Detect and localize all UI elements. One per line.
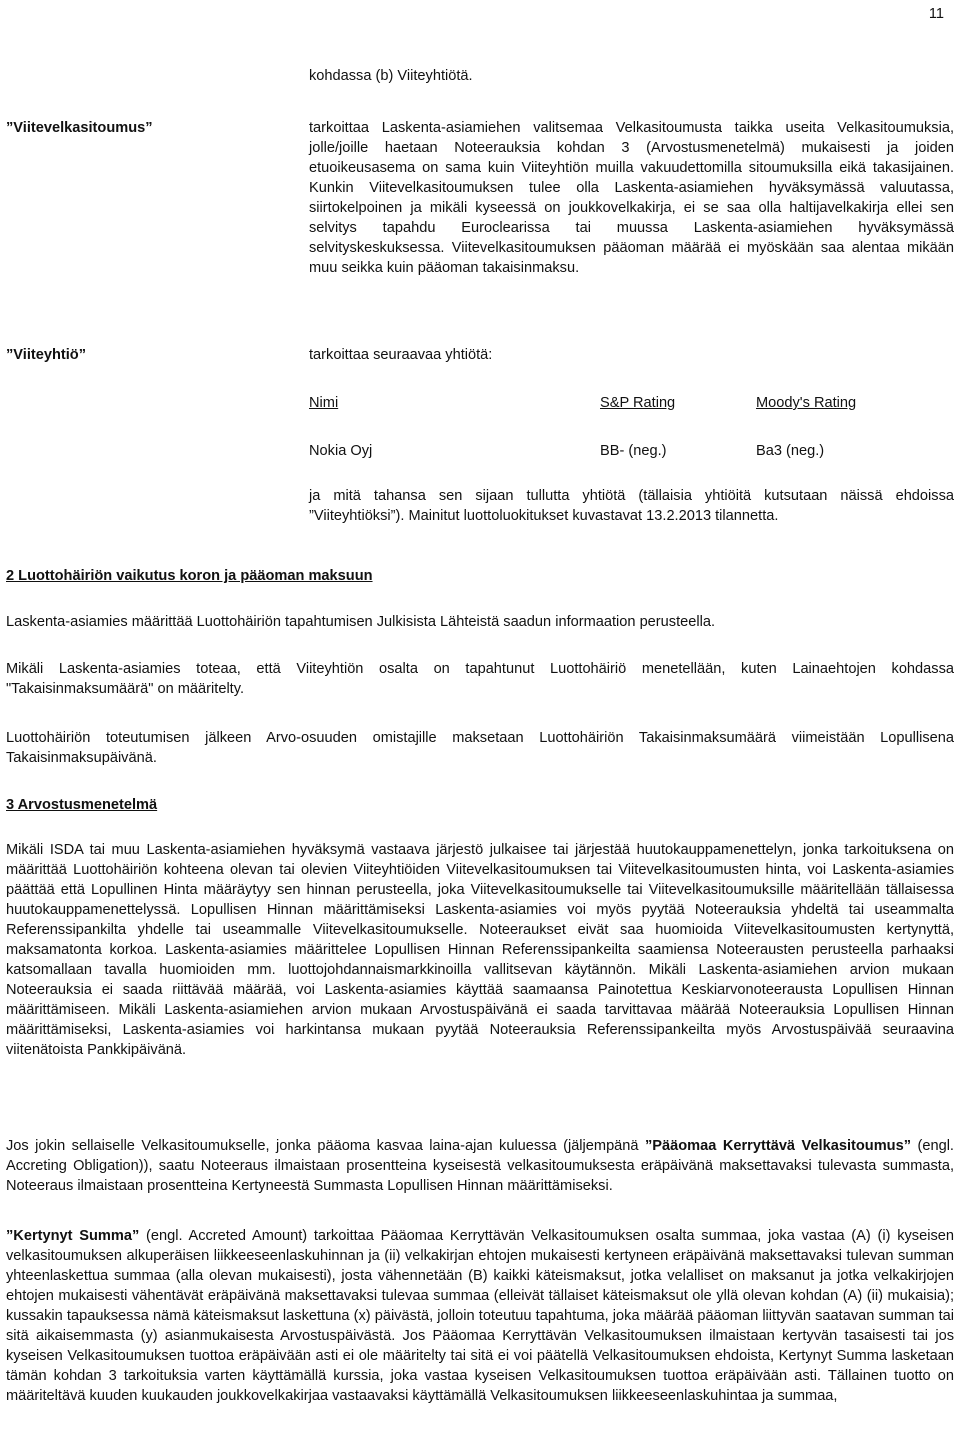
section-3-paragraph-2 bbox=[6, 1136, 954, 1196]
definition-term-viiteyhtio: ”Viiteyhtiö” bbox=[6, 347, 87, 363]
section-2-paragraph-3: Luottohäiriön toteutumisen jälkeen Arvo-osuuden omistajille maksetaan Luottohäiriön Takaisinmaksumäärä viimeistään Lopullisena Takaisinmaksupäivänä. bbox=[6, 730, 954, 766]
intro-line: kohdassa (b) Viiteyhtiötä. bbox=[309, 68, 473, 84]
paragraph-2-text-start: Jos jokin sellaiselle Velkasitoumukselle, jonka pääoma kasvaa laina-ajan kuluessa (jäljempänä bbox=[6, 1138, 645, 1154]
page-number: 11 bbox=[928, 6, 944, 22]
section-2-paragraph-2: Mikäli Laskenta-asiamies toteaa, että Viiteyhtiön osalta on tapahtunut Luottohäiriö menetellään, kuten Lainaehtojen kohdassa "Takaisinmaksumäärä" on määritelty. bbox=[6, 661, 954, 697]
term-paaomaa-kerryttava-velkasitoumus: ”Pääomaa Kerryttävä Velkasitoumus” bbox=[645, 1138, 912, 1154]
paragraph-3-text: (engl. Accreted Amount) tarkoittaa Pääomaa Kerryttävän Velkasitoumuksen osalta summaa, joka vastaa (A) (i) kyseisen velkasitoumuksen alkuperäisen liikkeeseenlaskuhinnan ja (ii) velkakirjan ehtojen mukaisesti kertyneen eräpäivänä maksettavaksi tulevan summan yhteenlaskettua summaa (alla olevan mukaisesti), josta vähennetään (B) kaikki käteismaksut, jotka velalliset on maksanut ja jotka velkakirjojen ehtojen mukaisesti vähentävät eräpäivänä maksettavaksi tulevaa summaa (elleivät tällaiset käteismaksut ole yllä olevan kohdan (A) (ii) mukaisia); kussakin tapauksessa nämä käteismaksut laskettuna (x) päivästä, jolloin toteutuu tapahtuma, joka määrää pääoman liittyvän saatavan summan tai sitä aikaisemmasta (y) asianmukaisesta Arvostuspäivästä. Jos Pääomaa Kerryttävän Velkasitoumuksen ilmaistaan kertyvän tasaisesti tai jos kyseisen Velkasitoumuksen tuottoa eräpäivään asti ei ole määritelty tai sitä ei voi päätellä Velkasitoumuksen ehdoista, Kertynyt Summa lasketaan tämän kohdan 3 tarkoituksia varten käyttämällä kurssia, joka vastaa kyseisen Velkasitoumuksen tuottoa eräpäivään asti. Tällainen tuotto on määriteltävä kuuden kuukauden joukkovelkakirjaa vastaavaksi käyttämällä Velkasitoumuksen liikkeeseenlaskuhintaa ja summaa, bbox=[6, 1228, 954, 1404]
definition-text-viiteyhtio: tarkoittaa seuraavaa yhtiötä: bbox=[309, 347, 493, 363]
table-cell-name: Nokia Oyj bbox=[309, 443, 373, 459]
table-header-name: Nimi bbox=[309, 395, 339, 411]
definition-after-text-viiteyhtio: ja mitä tahansa sen sijaan tullutta yhtiötä (tällaisia yhtiöitä kutsutaan näissä ehdoissa ”Viiteyhtiöksi”). Mainitut luottoluokitukset kuvastavat 13.2.2013 tilannetta. bbox=[309, 488, 954, 524]
definition-text-viitevelkasitoumus: tarkoittaa Laskenta-asiamiehen valitsemaa Velkasitoumusta taikka useita Velkasitoumuksia, jolle/joille haetaan Noteerauksia kohdan 3 (Arvostusmenetelmä) mukaisesti ja joiden etuoikeusasema on sama kuin Viiteyhtiön muilla vakuudettomilla sitoumuksilla eikä takasijainen. Kunkin Viitevelkasitoumuksen tulee olla Laskenta-asiamiehen hyväksymässä valuutassa, siirtokelpoinen ja mikäli kyseessä on joukkovelkakirja, ei se saa olla haltijavelkakirja ellei sen selvitys tapahdu Euroclearissa tai muussa Laskenta-asiamiehen hyväksymässä selvityskeskuksessa. Viitevelkasitoumuksen pääoman määrää ei myöskään saa alentaa mikään muu seikka kuin pääoman takaisinmaksu. bbox=[309, 120, 954, 276]
table-cell-sp-rating: BB- (neg.) bbox=[600, 443, 667, 459]
section-2-heading: 2 Luottohäiriön vaikutus koron ja pääoman maksuun bbox=[6, 568, 373, 584]
section-2-paragraph-1: Laskenta-asiamies määrittää Luottohäiriön tapahtumisen Julkisista Lähteistä saadun informaation perusteella. bbox=[6, 614, 716, 630]
table-header-sp-rating: S&P Rating bbox=[600, 395, 676, 411]
table-header-moodys-rating: Moody's Rating bbox=[756, 395, 857, 411]
section-3-heading: 3 Arvostusmenetelmä bbox=[6, 797, 158, 813]
section-3-paragraph-3 bbox=[6, 1226, 954, 1406]
definition-term-viitevelkasitoumus: ”Viitevelkasitoumus” bbox=[6, 120, 153, 136]
table-cell-moodys-rating: Ba3 (neg.) bbox=[756, 443, 825, 459]
paragraph-2-text-end: (engl. Accreting Obligation)), saatu Noteeraus ilmaistaan prosentteina kyseisestä velkasitoumuksesta eräpäivänä maksettavaksi tulevasta summasta, Noteeraus ilmaistaan prosentteina Kertyneestä Summasta Lopullisen Hinnan määrittämiseksi. bbox=[6, 1138, 954, 1194]
section-3-paragraph-1: Mikäli ISDA tai muu Laskenta-asiamiehen hyväksymä vastaava järjestö julkaisee tai järjestää huutokauppamenettelyn, jonka tarkoituksena on määrittää Luottohäiriön kohteena olevan tai olevien Viiteyhtiöiden Viitevelkasitoumuksen tai Viitevelkasitoumusten hinta, voi Laskenta-asiamies päättää että Lopullinen Hinta määräytyy sen hinnan perusteella, joka Viitevelkasitoumukselle tai Viitevelkasitoumuksille määritellään tällaisessa huutokauppamenettelyssä. Lopullisen Hinnan määrittämiseksi Laskenta-asiamies voi myös pyytää Noteerauksia yhdeltä tai useammalta Referenssipankilta yhdelle tai useammalle Viitevelkasitoumukselle. Noteeraukset eivät saa huomioida Viitevelkasitoumusten kertynyttä, maksamatonta korkoa. Laskenta-asiamies määrittelee Lopullisen Hinnan Referenssipankeilta saamiensa Noteerausten perusteella parhaaksi katsomallaan tavalla huomioiden mm. luottojohdannaismarkkinoilla vallitsevan käytännön. Mikäli Laskenta-asiamiehen arvion mukaan Noteerauksia ei saada riittävää määrää, voi Laskenta-asiamies käyttää saamaansa Painotettua Keskiarvonoteerausta Lopullisen Hinnan määrittämiseen. Mikäli Laskenta-asiamiehen arvion mukaan Arvostuspäivänä ei saada tarvittavaa määrää Noteerauksia Lopullisen Hinnan määrittämiseksi, Laskenta-asiamies voi harkintansa mukaan pyytää Noteerauksia Referenssipankeilta myös Arvostuspäivää seuraavina viitenätoista Pankkipäivänä. bbox=[6, 842, 954, 1058]
term-kertynyt-summa: ”Kertynyt Summa” bbox=[6, 1228, 140, 1244]
